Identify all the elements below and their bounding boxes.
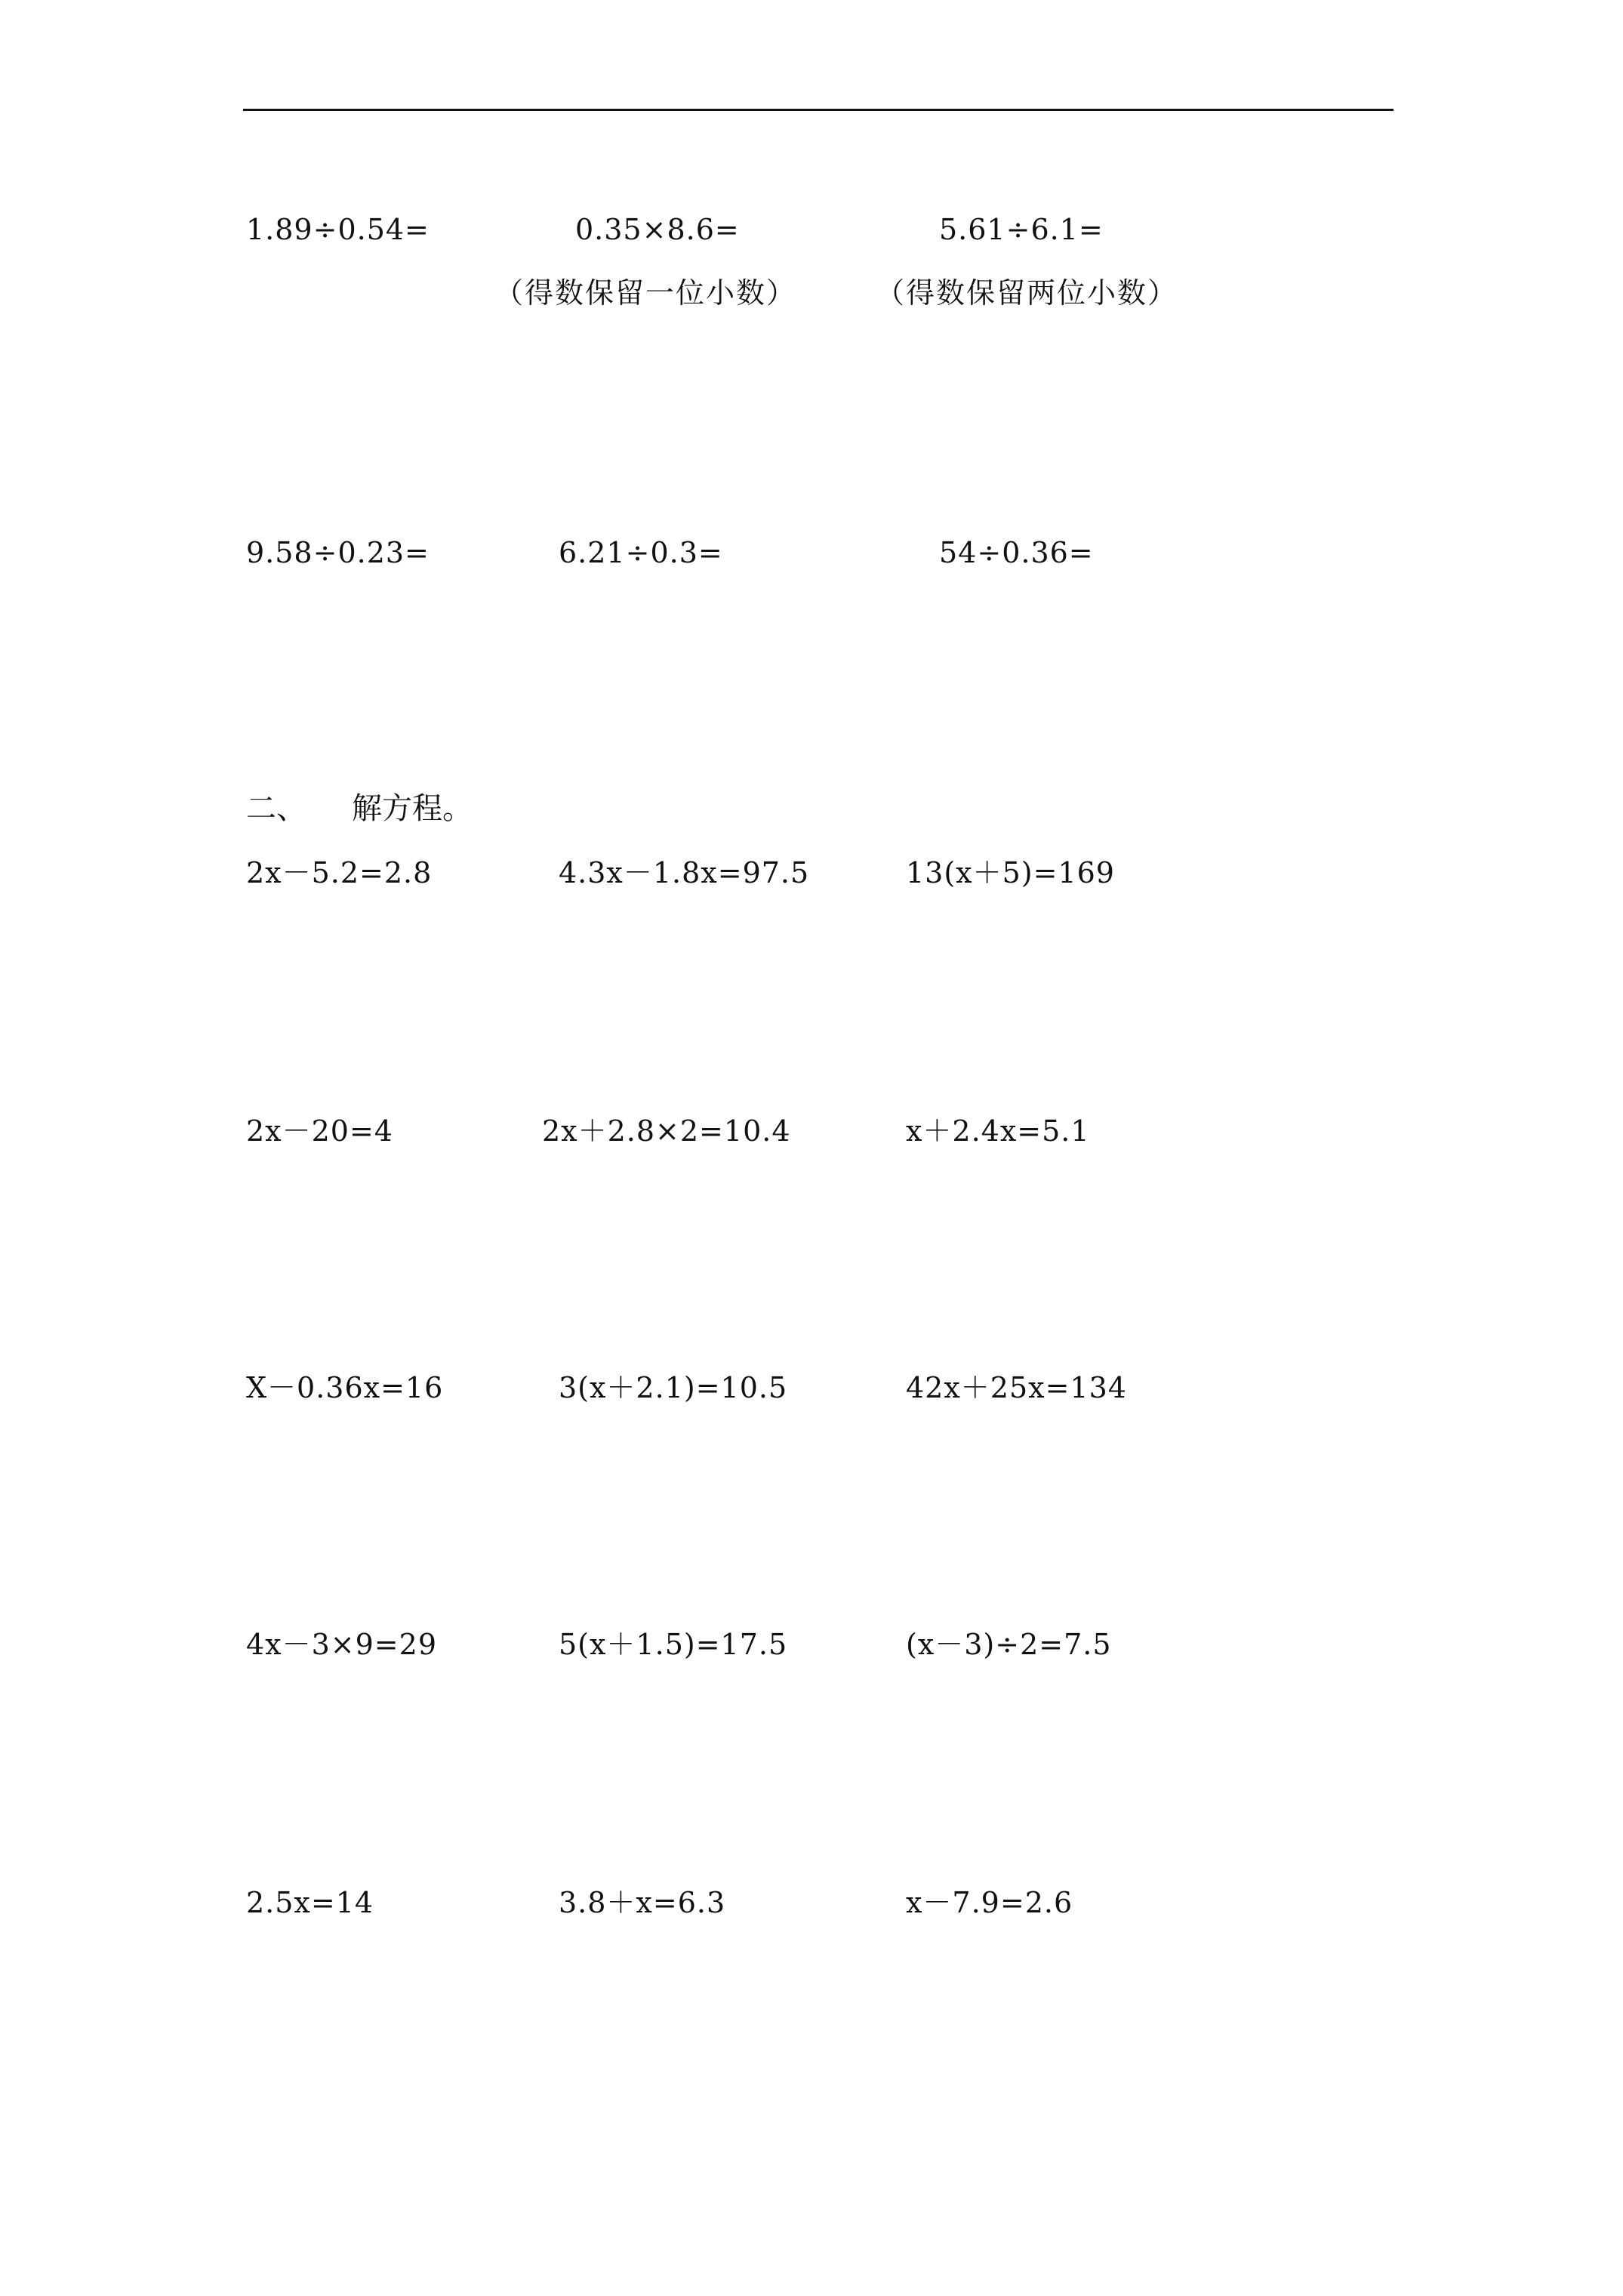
equation-2-1: 2x－20=4 xyxy=(246,1114,393,1148)
equation-3-3: 42x＋25x=134 xyxy=(906,1371,1127,1404)
calc-problem-1: 1.89÷0.54= xyxy=(246,213,430,246)
calc-problem-2: 0.35×8.6= xyxy=(575,213,740,246)
equation-3-2: 3(x＋2.1)=10.5 xyxy=(559,1371,788,1404)
equation-5-2: 3.8＋x=6.3 xyxy=(559,1886,726,1919)
equation-1-3: 13(x＋5)=169 xyxy=(906,856,1115,889)
calc-problem-4: 9.58÷0.23= xyxy=(246,536,430,569)
rounding-note-one-decimal: （得数保留一位小数） xyxy=(494,276,797,310)
equation-5-3: x－7.9=2.6 xyxy=(906,1886,1073,1919)
equation-5-1: 2.5x=14 xyxy=(246,1886,374,1919)
calc-problem-5: 6.21÷0.3= xyxy=(559,536,723,569)
section-2-number: 二、 xyxy=(246,791,306,826)
equation-2-2: 2x＋2.8×2=10.4 xyxy=(542,1114,791,1148)
calc-problem-3: 5.61÷6.1= xyxy=(939,213,1104,246)
equation-2-3: x＋2.4x=5.1 xyxy=(906,1114,1090,1148)
equation-1-2: 4.3x－1.8x=97.5 xyxy=(559,856,810,889)
equation-4-3: (x－3)÷2=7.5 xyxy=(906,1628,1112,1661)
rounding-note-two-decimals: （得数保留两位小数） xyxy=(876,276,1178,310)
equation-1-1: 2x－5.2=2.8 xyxy=(246,856,433,889)
equation-3-1: X－0.36x=16 xyxy=(246,1371,444,1404)
calc-problem-6: 54÷0.36= xyxy=(939,536,1094,569)
equation-4-1: 4x－3×9=29 xyxy=(246,1628,437,1661)
section-2-title: 解方程。 xyxy=(352,791,473,826)
header-rule xyxy=(243,109,1394,111)
equation-4-2: 5(x＋1.5)=17.5 xyxy=(559,1628,788,1661)
section-2-heading xyxy=(246,791,473,826)
